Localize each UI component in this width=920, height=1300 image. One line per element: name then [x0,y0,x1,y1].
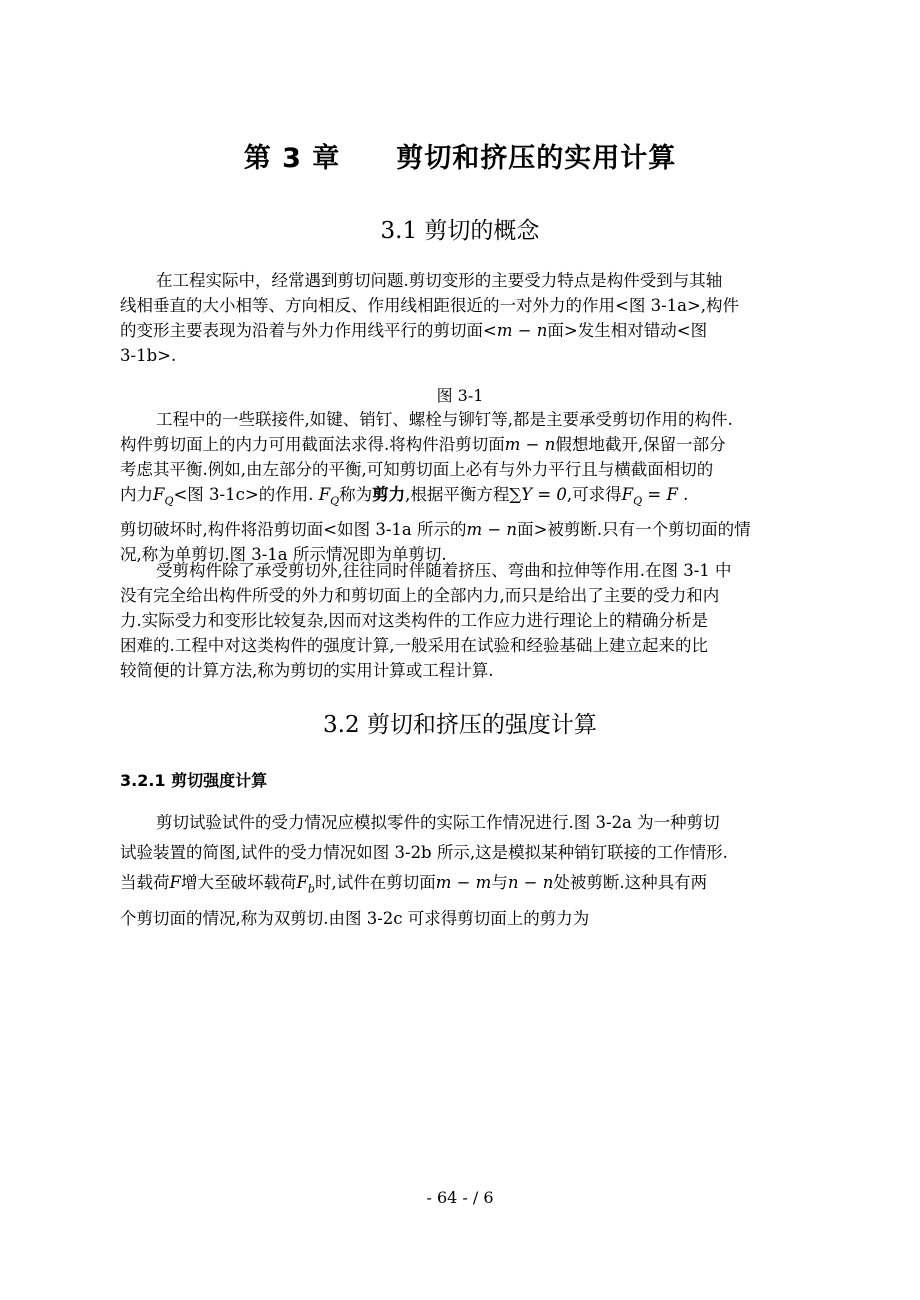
paragraph-practical-calc: 受剪构件除了承受剪切外,往往同时伴随着挤压、弯曲和拉伸等作用.在图 3-1 中 没有完全给出构件所受的外力和剪切面上的全部内力,而只是给出了主要的受力和内 力.实际受力和变形比较复杂,因而对这类构件的工作应力进行理论上的精确分析是 困难的.工程中对这类构件的强度计算,一般采用在试验和经验基础上建立起来的比 较简便的计算方法,称为剪切的实用计算或工程计算. [120,561,732,680]
paragraph-shear-test: 剪切试验试件的受力情况应模拟零件的实际工作情况进行.图 3-2a 为一种剪切 试验装置的简图,试件的受力情况如图 3-2b 所示,这是模拟某种销钉联接的工作情形. 当载荷F增大至破坏载荷$F_b$时,试件在剪切面m − m与n − n处被剪断.这种具有两 个剪切面的情况,称为双剪切.由图 3-2c 可求得剪切面上的剪力为 [120,813,728,929]
math-sum-y: ∑Y = 0 [509,485,567,504]
section-title-3-2: 3.2 剪切和挤压的强度计算 [323,712,597,738]
figure-caption-3-1: 图 3-1 [436,386,484,405]
math-m-n: m − n [496,321,548,340]
chapter-title [0,136,920,175]
paragraph-connectors: 工程中的一些联接件,如键、销钉、螺栓与铆钉等,都是主要承受剪切作用的构件. 构件剪切面上的内力可用截面法求得.将构件沿剪切面m − n假想地截开,保留一部分 考虑其平衡.例如,由左部分的平衡,可知剪切面上必有与外力平行且与横截面相切的 内力$F_Q<$图 3-1c>的作用. $F_Q$称为剪力,根据平衡方程∑Y = 0,可求得$F_Q = F$ . 剪切破坏时,构件将沿剪切面<如图 3-1a 所示的m − n面>被剪断.只有一个剪切面的情 况,称为单剪切.图 3-1a 所示情况即为单剪切. [120,410,751,565]
chapter-name: 剪切和挤压的实用计算 [396,143,677,174]
section-title-3-1: 3.1 剪切的概念 [380,218,540,244]
page-number: - 64 - / 6 [426,1188,494,1207]
term-shear-force: 剪力 [372,485,406,504]
chapter-number: 第 3 章 [243,143,341,174]
paragraph-shear-concept: 在工程实际中，经常遇到剪切问题.剪切变形的主要受力特点是构件受到与其轴 线相垂直的大小相等、方向相反、作用线相距很近的一对外力的作用<图 3-1a>,构件 的变形主要表现为沿着与外力作用线平行的剪切面<m − n面>发生相对错动<图 3-1b>. [120,271,740,365]
subsection-title-3-2-1: 3.2.1 剪切强度计算 [120,771,268,790]
